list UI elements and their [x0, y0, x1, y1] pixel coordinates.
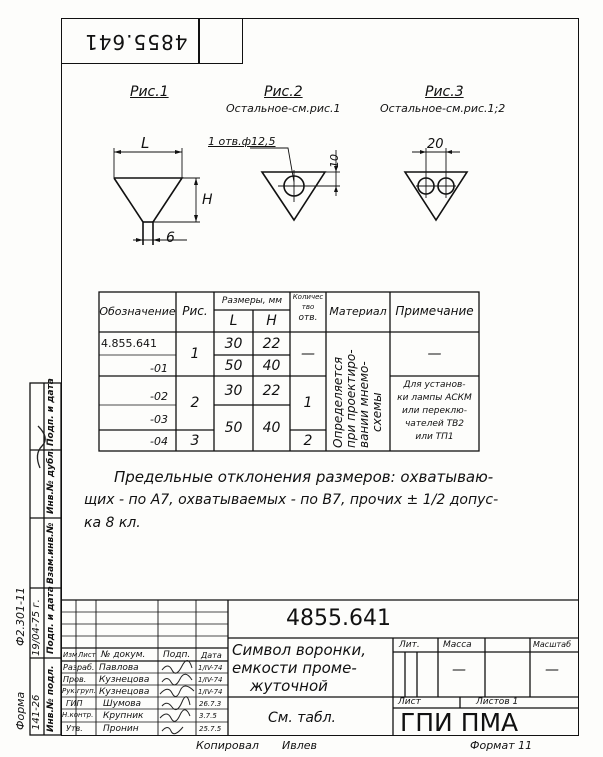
side-stamp-3: Взам.инв.№	[46, 522, 56, 584]
dim-6-label: 6	[166, 230, 175, 246]
rev-h-date: Дата	[201, 651, 222, 660]
tb-mass-label: Масса	[443, 640, 472, 650]
role-4: ГИП	[66, 699, 83, 708]
date-6: 25.7.5	[199, 725, 222, 733]
row0-designation: 4.855.641	[101, 337, 157, 350]
fig3-note: Остальное-см.рис.1;2	[380, 102, 506, 115]
row2-designation: -02	[150, 390, 168, 403]
material-line-4: схемы	[370, 392, 384, 432]
top-doc-number: 4855.641	[84, 30, 188, 54]
row1-designation: -01	[150, 362, 168, 375]
person-4: Шумова	[103, 699, 142, 709]
th-fig: Рис.	[182, 304, 208, 318]
material-line-2: при проектиро-	[344, 349, 358, 448]
tb-name-2: емкости проме-	[232, 659, 357, 677]
tb-name-1: Символ воронки,	[232, 641, 367, 659]
person-1: Павлова	[99, 663, 139, 673]
row2-L: 30	[224, 382, 243, 399]
side-stamp-2: Инв.№ дубл.	[46, 447, 56, 514]
role-5: Н.контр.	[62, 711, 94, 719]
tolerance-line-1: Предельные отклонения размеров: охватываю-	[114, 468, 494, 486]
dim-20-label: 20	[427, 137, 444, 152]
fig-value-2: 2	[190, 395, 200, 411]
merged-L: 50	[224, 420, 243, 436]
fig2-title: Рис.2	[264, 84, 303, 100]
th-L: L	[229, 313, 238, 329]
tolerance-line-3: ка 8 кл.	[84, 515, 141, 531]
th-sizes: Размеры, мм	[221, 296, 283, 306]
note-dash: —	[427, 346, 442, 362]
row1-H: 40	[262, 357, 281, 374]
row4-designation: -04	[150, 435, 168, 448]
rev-h-izm: Изм	[63, 651, 78, 659]
row3-designation: -03	[150, 413, 168, 426]
fig3-title: Рис.3	[425, 84, 464, 100]
tb-scale-value: —	[545, 662, 559, 678]
role-1: Разраб.	[63, 663, 95, 672]
tolerance-line-2: щих - по А7, охватываемых - по В7, прочих ± 1/2 допус-	[84, 492, 499, 508]
role-2: Пров.	[63, 675, 87, 684]
tb-lit-label: Лит.	[399, 640, 420, 650]
th-qty-2: тво	[301, 303, 315, 311]
qty-dash: —	[301, 346, 315, 362]
role-6: Утв.	[66, 724, 83, 733]
date-3: 1/IV-74	[198, 688, 223, 696]
material-line-3: вании мнемо-	[357, 361, 371, 448]
tb-sheets-label: Листов 1	[476, 697, 519, 707]
side-stamp-1: Подп. и дата	[46, 378, 56, 446]
date-1: 1/IV-74	[198, 664, 223, 672]
tb-doc-number: 4855.641	[286, 606, 391, 631]
note-line-3: или переклю-	[402, 405, 467, 416]
th-note: Примечание	[395, 304, 474, 318]
th-H: H	[266, 313, 277, 329]
person-5: Крупник	[103, 711, 144, 721]
date-4: 26.7.3	[199, 700, 222, 708]
rev-h-doc: № докум.	[101, 650, 146, 660]
dim-H-label: H	[202, 192, 213, 208]
qty-one: 1	[303, 395, 313, 411]
th-designation: Обозначение	[99, 304, 176, 318]
side-stamp-4: Подп. и дата	[46, 586, 56, 654]
bottom-copied-name: Ивлев	[282, 739, 317, 752]
side-handwritten-1: Ф2.301-11	[14, 587, 27, 646]
th-qty-3: отв.	[298, 313, 318, 323]
row0-L: 30	[224, 335, 243, 352]
note-line-4: чателей ТВ2	[404, 418, 464, 429]
tb-mass-value: —	[452, 662, 466, 678]
rev-h-sign: Подп.	[163, 650, 191, 660]
side-handwritten-3: 141-26	[31, 694, 42, 730]
form-label: Форма	[14, 691, 27, 730]
note-line-2: ки лампы АСКМ	[397, 392, 472, 403]
role-3: Рук.груп.	[62, 687, 96, 695]
qty-two: 2	[303, 432, 313, 449]
person-6: Пронин	[103, 724, 139, 734]
row2-H: 22	[262, 382, 281, 399]
dim-hole-label: 1 отв.ф12,5	[208, 135, 276, 148]
th-material: Материал	[329, 304, 387, 318]
fig1-title: Рис.1	[130, 84, 169, 100]
person-3: Кузнецова	[99, 687, 150, 697]
material-line-1: Определяется	[331, 356, 345, 448]
tb-name-3: жуточной	[250, 677, 328, 695]
date-5: 3.7.5	[199, 712, 217, 720]
tb-see-table: См. табл.	[268, 710, 337, 726]
tb-org: ГПИ ПМА	[400, 708, 519, 737]
dim-L-label: L	[141, 134, 150, 152]
fig-value-3: 3	[190, 432, 200, 449]
dim-10-label: 10	[328, 154, 341, 168]
note-line-1: Для установ-	[403, 379, 466, 390]
bottom-copied: Копировал	[196, 739, 259, 752]
side-stamp-5: Инв.№ подл.	[46, 665, 56, 732]
date-2: 1/IV-74	[198, 676, 223, 684]
tb-sheet-label: Лист	[398, 697, 421, 707]
fig2-note: Остальное-см.рис.1	[226, 102, 341, 115]
person-2: Кузнецова	[99, 675, 150, 685]
bottom-format: Формат 11	[470, 739, 533, 752]
rev-h-list: Лист	[78, 651, 96, 659]
merged-H: 40	[262, 420, 281, 436]
tb-scale-label: Масштаб	[533, 640, 572, 649]
note-line-5: или ТП1	[415, 431, 454, 442]
th-qty-1: Количес	[292, 293, 324, 301]
side-handwritten-2: 19/04-75 г.	[31, 599, 42, 656]
row1-L: 50	[224, 357, 243, 374]
row0-H: 22	[262, 335, 281, 352]
fig-value-1: 1	[190, 346, 200, 362]
